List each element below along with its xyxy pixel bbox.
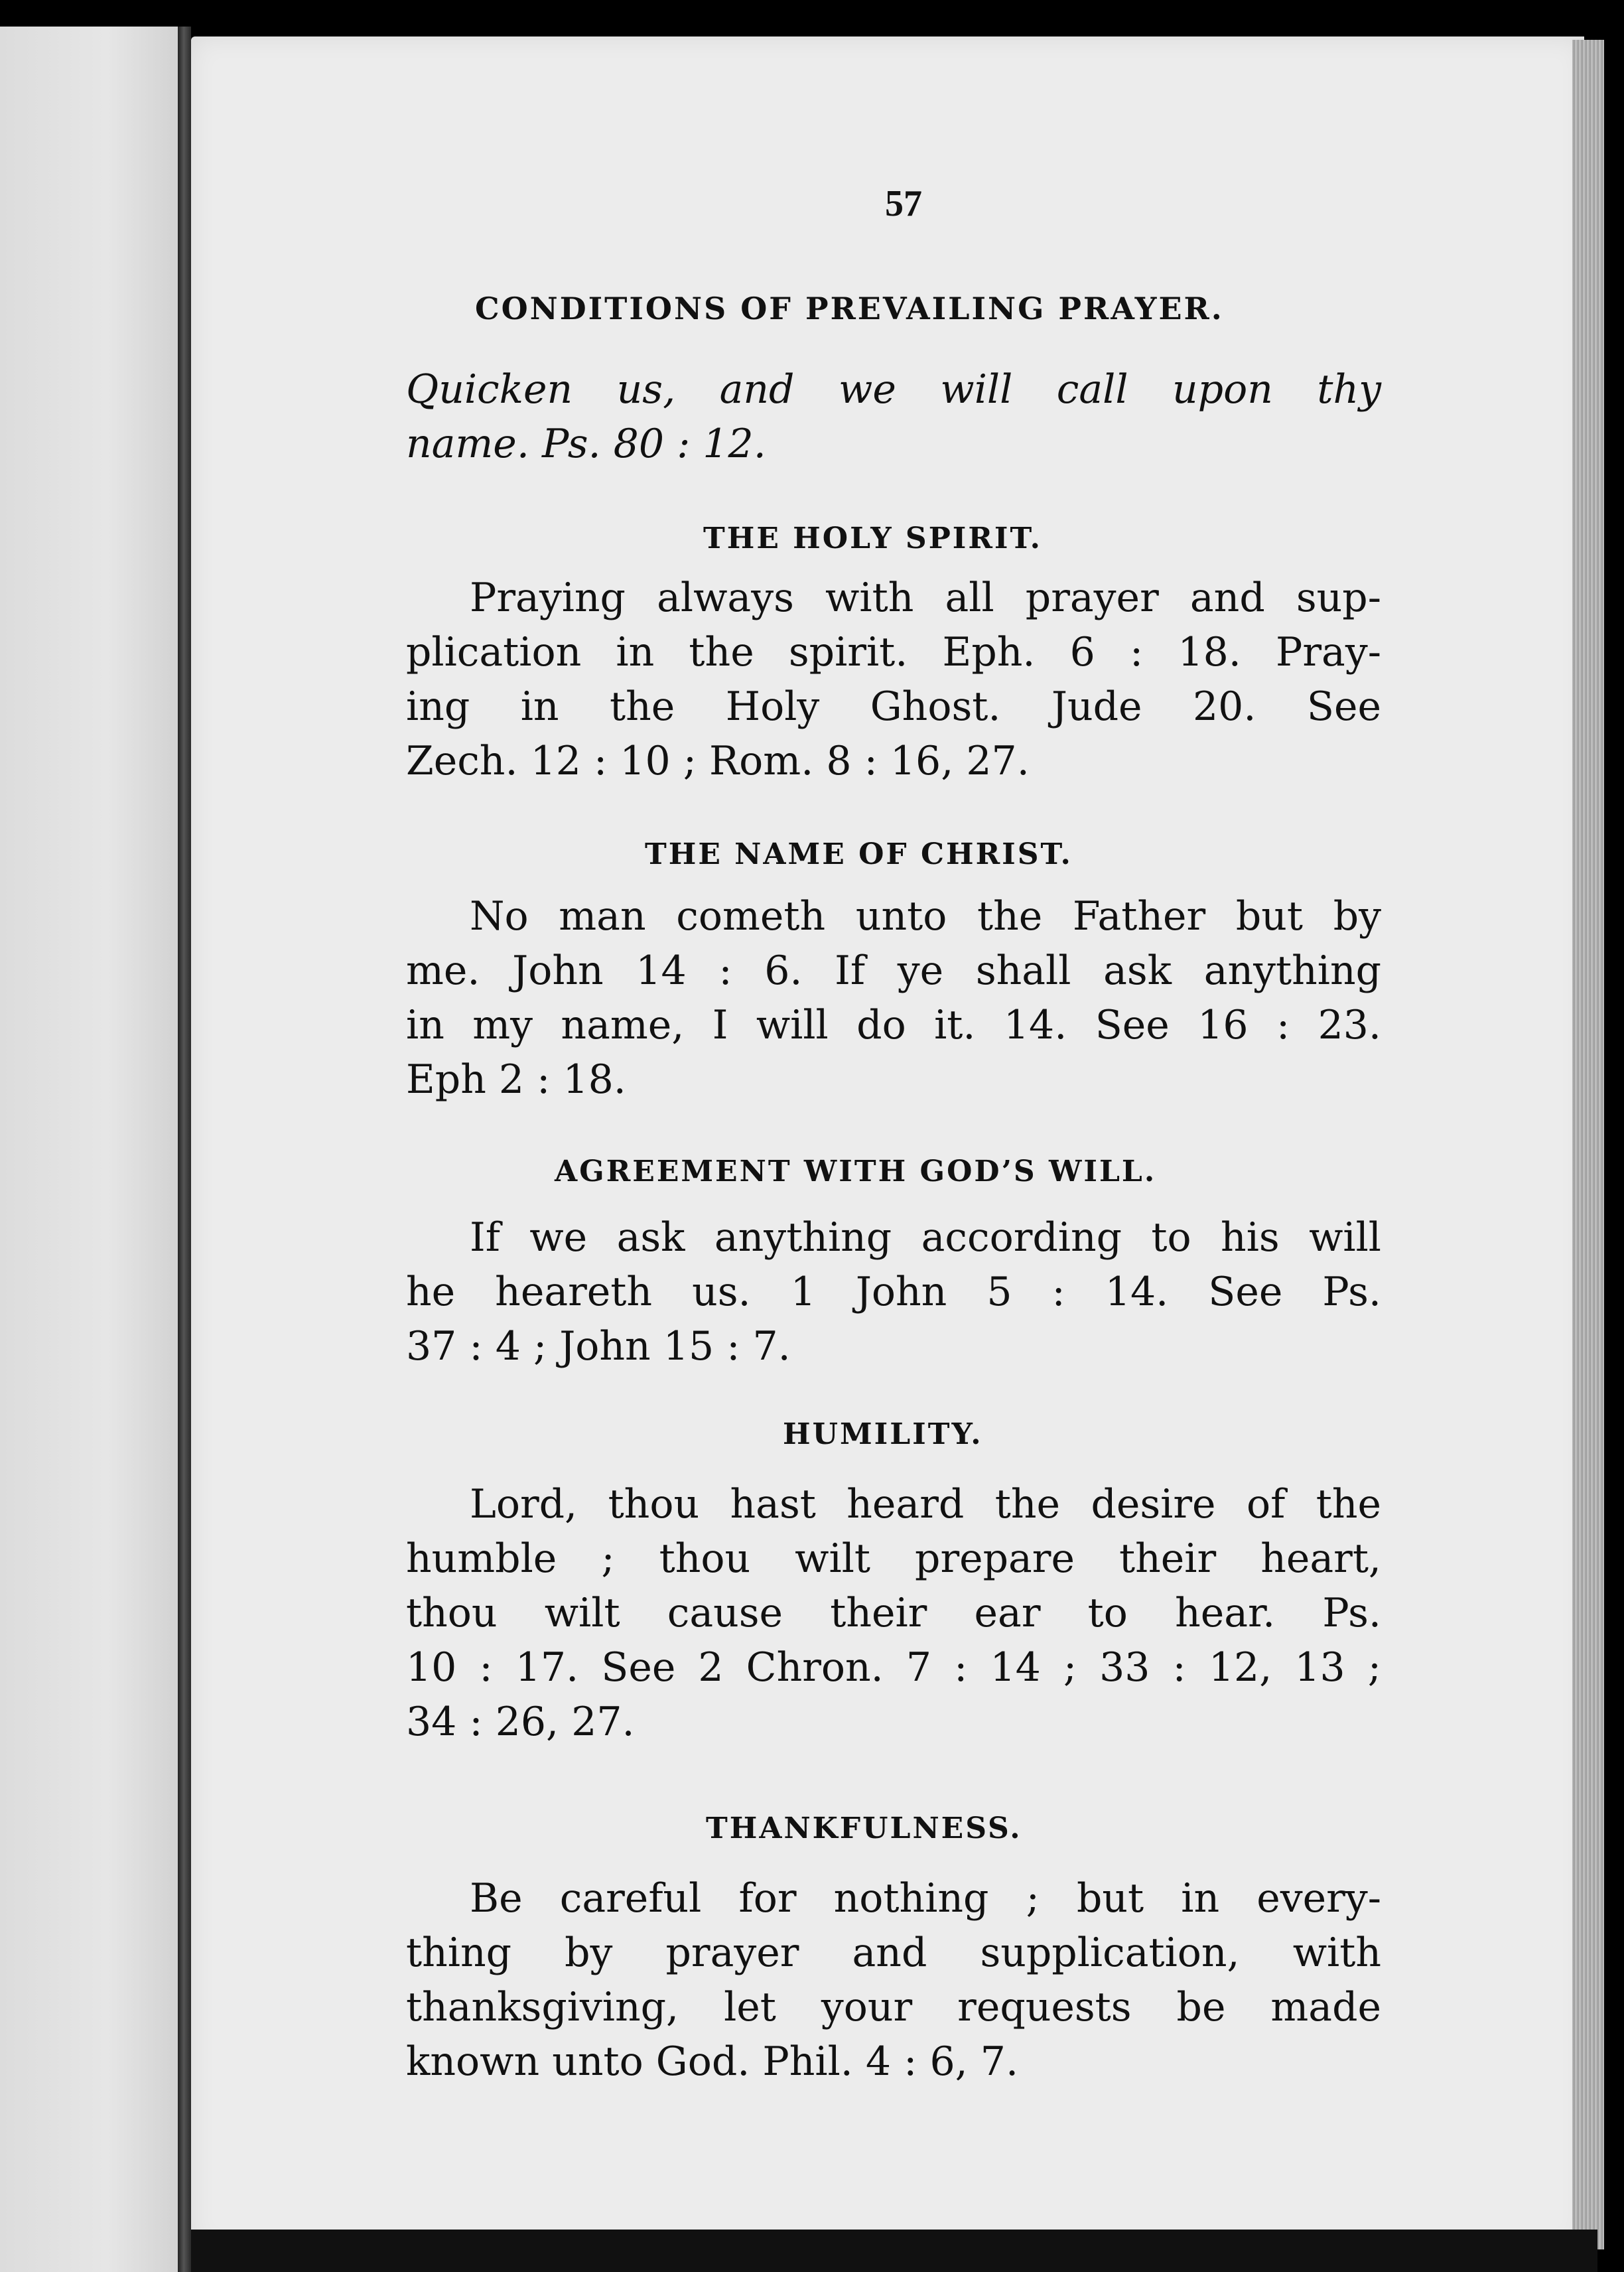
text-line: If we ask anything according to his will — [470, 1214, 1381, 1261]
text-line: he heareth us. 1 John 5 : 14. See Ps. — [406, 1269, 1381, 1315]
text-line: ing in the Holy Ghost. Jude 20. See — [406, 683, 1381, 730]
page-title: CONDITIONS OF PREVAILING PRAYER. — [475, 291, 1224, 326]
text-line: No man cometh unto the Father but by — [470, 893, 1381, 940]
text-line: Praying always with all prayer and sup- — [470, 575, 1381, 621]
section-text-name-of-christ — [406, 889, 1381, 1107]
text-line: known unto God. Phil. 4 : 6, 7. — [406, 2038, 1019, 2085]
section-text-agreement — [406, 1210, 1381, 1374]
section-heading-thankfulness: THANKFULNESS. — [706, 1811, 1022, 1845]
text-line: humble ; thou wilt prepare their heart, — [406, 1535, 1381, 1582]
text-line: me. John 14 : 6. If ye shall ask anything — [406, 948, 1381, 994]
section-text-humility — [406, 1477, 1381, 1749]
section-heading-humility: HUMILITY. — [783, 1417, 983, 1451]
section-heading-agreement: AGREEMENT WITH GOD’S WILL. — [555, 1155, 1157, 1188]
intro-verse — [406, 362, 1381, 471]
text-line: 10 : 17. See 2 Chron. 7 : 14 ; 33 : 12, 13 ; — [406, 1644, 1381, 1691]
text-line: in my name, I will do it. 14. See 16 : 23. — [406, 1002, 1381, 1048]
text-line: plication in the spirit. Eph. 6 : 18. Pray- — [406, 629, 1381, 675]
text-line: Quicken us, and we will call upon thy — [406, 366, 1381, 413]
text-line: 34 : 26, 27. — [406, 1699, 635, 1745]
text-line: Lord, thou hast heard the desire of the — [470, 1481, 1381, 1527]
section-text-thankfulness — [406, 1871, 1381, 2089]
text-line: Eph 2 : 18. — [406, 1056, 626, 1103]
page-number: 57 — [885, 183, 922, 224]
section-heading-name-of-christ: THE NAME OF CHRIST. — [645, 837, 1073, 871]
text-line: 37 : 4 ; John 15 : 7. — [406, 1323, 791, 1370]
text-line: thanksgiving, let your requests be made — [406, 1984, 1381, 2030]
text-line: thou wilt cause their ear to hear. Ps. — [406, 1590, 1381, 1636]
section-text-holy-spirit — [406, 571, 1381, 788]
section-heading-holy-spirit: THE HOLY SPIRIT. — [703, 522, 1042, 555]
bottom-shadow — [191, 2230, 1597, 2272]
text-line: Zech. 12 : 10 ; Rom. 8 : 16, 27. — [406, 738, 1030, 784]
text-line: thing by prayer and supplication, with — [406, 1930, 1381, 1976]
text-line: Be careful for nothing ; but in every- — [470, 1875, 1381, 1922]
book-gutter — [178, 27, 191, 2272]
page-edges — [1572, 40, 1604, 2249]
facing-page — [0, 27, 179, 2272]
text-line: name. Ps. 80 : 12. — [406, 421, 766, 467]
